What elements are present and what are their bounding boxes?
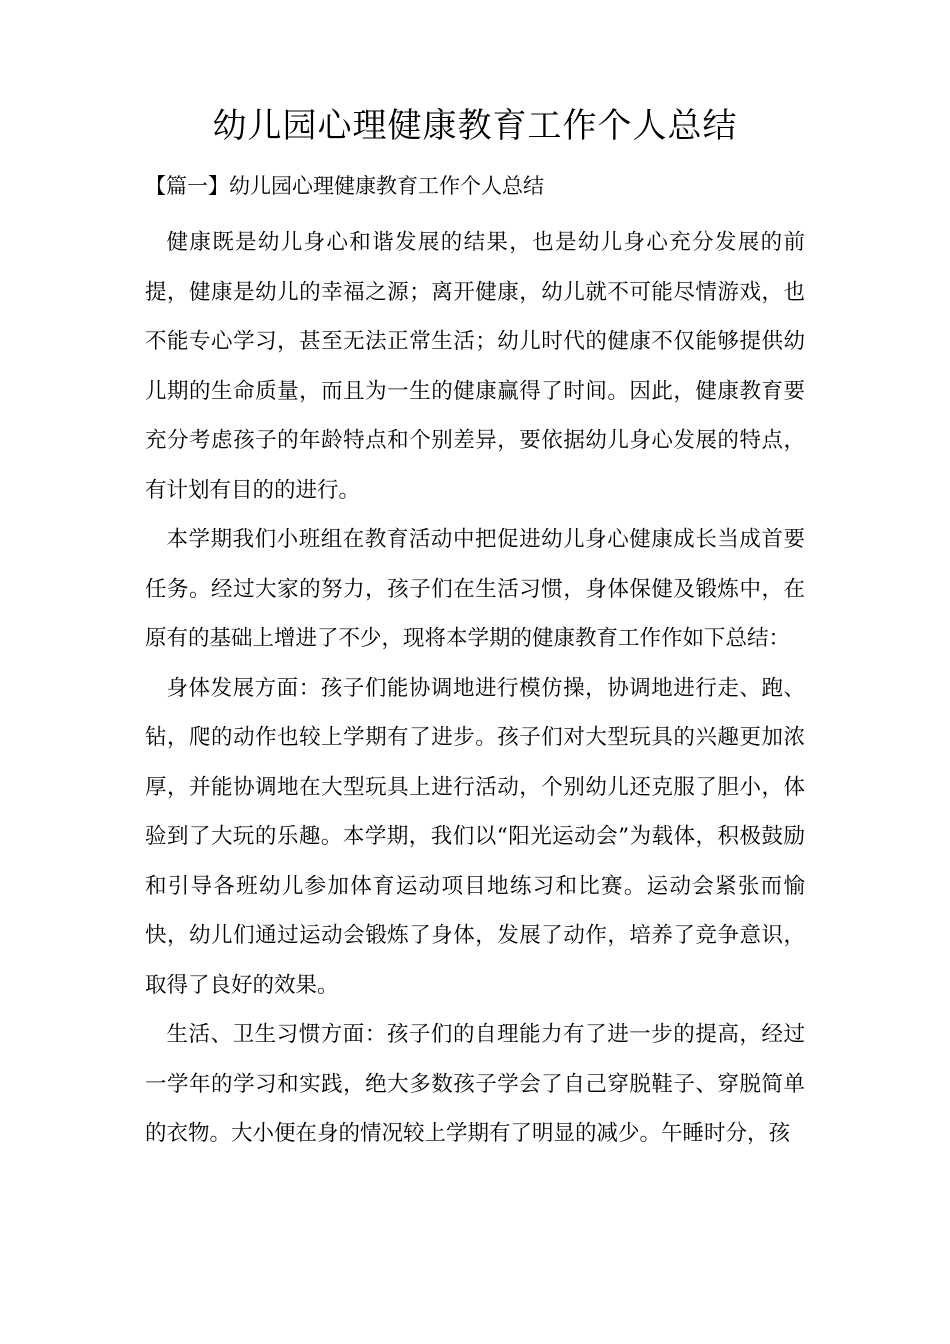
paragraph: 身体发展方面：孩子们能协调地进行模仿操，协调地进行走、跑、钻，爬的动作也较上学期有了进步。孩子们对大型玩具的兴趣更加浓厚，并能协调地在大型玩具上进行活动，个别幼儿还克服了胆小，体验到了大玩的乐趣。本学期，我们以“阳光运动会”为载体，积极鼓励和引导各班幼儿参加体育运动项目地练习和比赛。运动会紧张而愉快，幼儿们通过运动会锻炼了身体，发展了动作，培养了竞争意识，取得了良好的效果。: [145, 675, 805, 998]
paragraph: 生活、卫生习惯方面：孩子们的自理能力有了进一步的提高，经过一学年的学习和实践，绝大多数孩子学会了自己穿脱鞋子、穿脱简单的衣物。大小便在身的情况较上学期有了明显的减少。午睡时分，孩: [145, 1022, 805, 1146]
section-heading: 【篇一】幼儿园心理健康教育工作个人总结: [145, 174, 544, 198]
document-title: 幼儿园心理健康教育工作个人总结: [212, 106, 738, 146]
paragraph: 健康既是幼儿身心和谐发展的结果，也是幼儿身心充分发展的前提，健康是幼儿的幸福之源；离开健康，幼儿就不可能尽情游戏，也不能专心学习，甚至无法正常生活；幼儿时代的健康不仅能够提供幼儿期的生命质量，而且为一生的健康赢得了时间。因此，健康教育要充分考虑孩子的年龄特点和个别差异，要依据幼儿身心发展的特点，有计划有目的的进行。: [145, 230, 805, 503]
paragraph: 本学期我们小班组在教育活动中把促进幼儿身心健康成长当成首要任务。经过大家的努力，孩子们在生活习惯，身体保健及锻炼中，在原有的基础上增进了不少，现将本学期的健康教育工作作如下总结：: [145, 527, 805, 651]
document-body: [145, 218, 805, 1159]
